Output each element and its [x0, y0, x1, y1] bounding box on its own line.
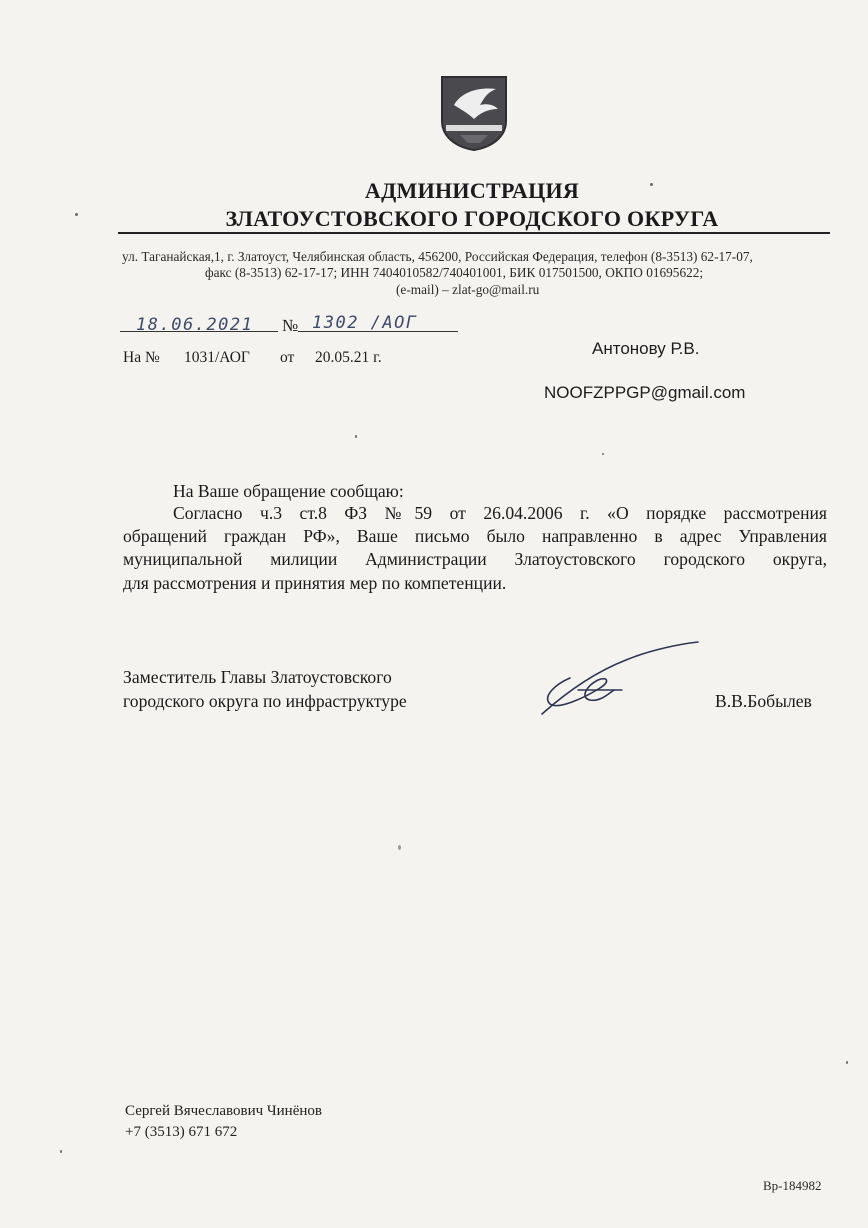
- registration-number: 1302 /АОГ: [312, 313, 418, 333]
- scan-speck: [602, 453, 604, 455]
- org-title-line2: ЗЛАТОУСТОВСКОГО ГОРОДСКОГО ОКРУГА: [225, 206, 719, 231]
- scan-speck: [60, 1150, 62, 1153]
- signatory-title-line1: Заместитель Главы Златоустовского: [123, 667, 392, 687]
- number-underline: [298, 331, 458, 332]
- org-title-line1: АДМИНИСТРАЦИЯ: [364, 178, 580, 203]
- address-line1: ул. Таганайская,1, г. Златоуст, Челябинская область, 456200, Российская Федерация, телефон (8-3513) 62-17-07,: [122, 249, 753, 264]
- scan-speck: [846, 1061, 848, 1064]
- header-divider: [118, 232, 830, 234]
- scan-speck: [355, 435, 357, 438]
- executor-phone: +7 (3513) 671 672: [125, 1124, 238, 1140]
- reference-date: 20.05.21 г.: [315, 349, 382, 366]
- address-line2: факс (8-3513) 62-17-17; ИНН 7404010582/740401001, БИК 017501500, ОКПО 01695622;: [205, 265, 704, 280]
- recipient-email: NOOFZPPGP@gmail.com: [544, 383, 746, 402]
- body-greeting: На Ваше обращение сообщаю:: [173, 481, 404, 501]
- reference-from-label: от: [280, 349, 295, 366]
- recipient-name: Антонову Р.В.: [592, 339, 700, 358]
- body-line-4: для рассмотрения и принятия мер по компетенции.: [123, 573, 507, 593]
- body-line-2: обращений граждан РФ», Ваше письмо было направленно в адрес Управления: [123, 526, 827, 546]
- handwritten-signature: [530, 638, 710, 722]
- address-email-line: (e-mail) – zlat-go@mail.ru: [396, 282, 540, 297]
- reference-number: 1031/АОГ: [184, 349, 250, 366]
- signatory-name: В.В.Бобылев: [715, 691, 812, 711]
- date-underline: [120, 331, 278, 332]
- document-code: Вр-184982: [763, 1178, 822, 1193]
- reference-label: На №: [123, 349, 160, 366]
- registration-date: 18.06.2021: [136, 315, 254, 335]
- coat-of-arms-emblem: [440, 75, 508, 151]
- body-line-1: Согласно ч.3 ст.8 ФЗ №59 от 26.04.2006 г. «О порядке рассмотрения: [173, 503, 827, 523]
- body-line-3: муниципальной милиции Администрации Златоустовского городского округа,: [123, 549, 827, 569]
- scan-speck: [75, 213, 78, 216]
- scan-speck: [650, 183, 653, 186]
- registration-number-sign: №: [282, 316, 299, 335]
- executor-name: Сергей Вячеславович Чинёнов: [125, 1103, 322, 1119]
- signatory-title-line2: городского округа по инфраструктуре: [123, 691, 407, 711]
- scan-speck: [398, 845, 401, 850]
